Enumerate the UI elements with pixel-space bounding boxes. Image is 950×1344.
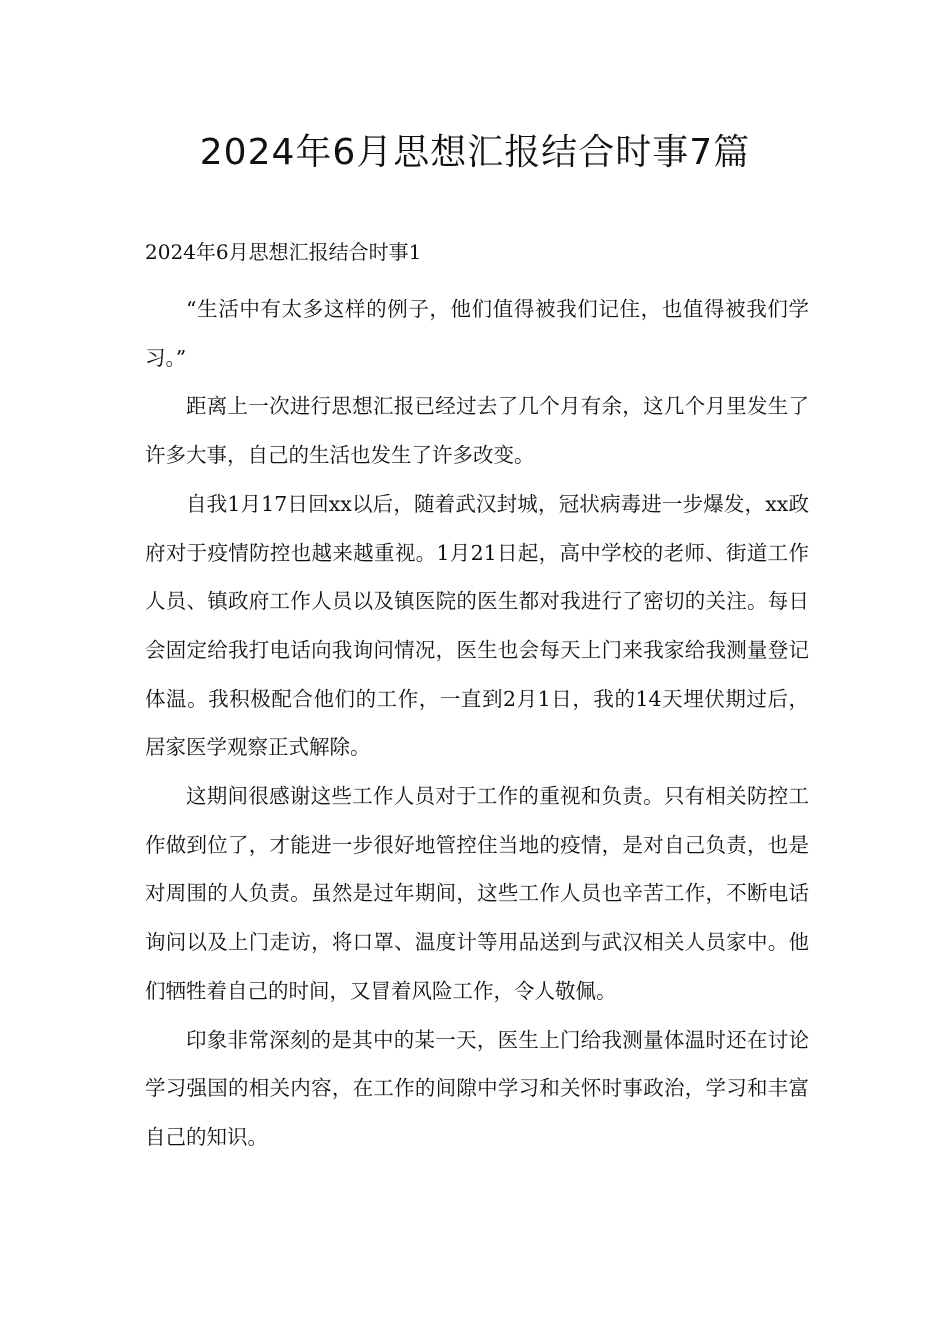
document-body <box>145 285 809 1162</box>
section-heading: 2024年6月思想汇报结合时事1 <box>145 240 422 264</box>
paragraph-gratitude: 这期间很感谢这些工作人员对于工作的重视和负责。只有相关防控工作做到位了，才能进一步很好地管控住当地的疫情，是对自己负责，也是对周围的人负责。虽然是过年期间，这些工作人员也辛苦工作，不断电话询问以及上门走访，将口罩、温度计等用品送到与武汉相关人员家中。他们牺牲着自己的时间，又冒着风险工作，令人敬佩。 <box>145 784 809 1003</box>
paragraph-quarantine: 自我1月17日回xx以后，随着武汉封城，冠状病毒进一步爆发，xx政府对于疫情防控也越来越重视。1月21日起，高中学校的老师、街道工作人员、镇政府工作人员以及镇医院的医生都对我进行了密切的关注。每日会固定给我打电话向我询问情况，医生也会每天上门来我家给我测量登记体温。我积极配合他们的工作，一直到2月1日，我的14天埋伏期过后，居家医学观察正式解除。 <box>145 491 809 760</box>
paragraph-impression: 印象非常深刻的是其中的某一天，医生上门给我测量体温时还在讨论学习强国的相关内容，在工作的间隙中学习和关怀时事政治，学习和丰富自己的知识。 <box>145 1027 809 1149</box>
paragraph-quote: “生活中有太多这样的例子，他们值得被我们记住，也值得被我们学习。” <box>145 297 809 370</box>
document-title: 2024年6月思想汇报结合时事7篇 <box>199 132 751 173</box>
paragraph-intro: 距离上一次进行思想汇报已经过去了几个月有余，这几个月里发生了许多大事，自己的生活也发生了许多改变。 <box>145 394 809 468</box>
